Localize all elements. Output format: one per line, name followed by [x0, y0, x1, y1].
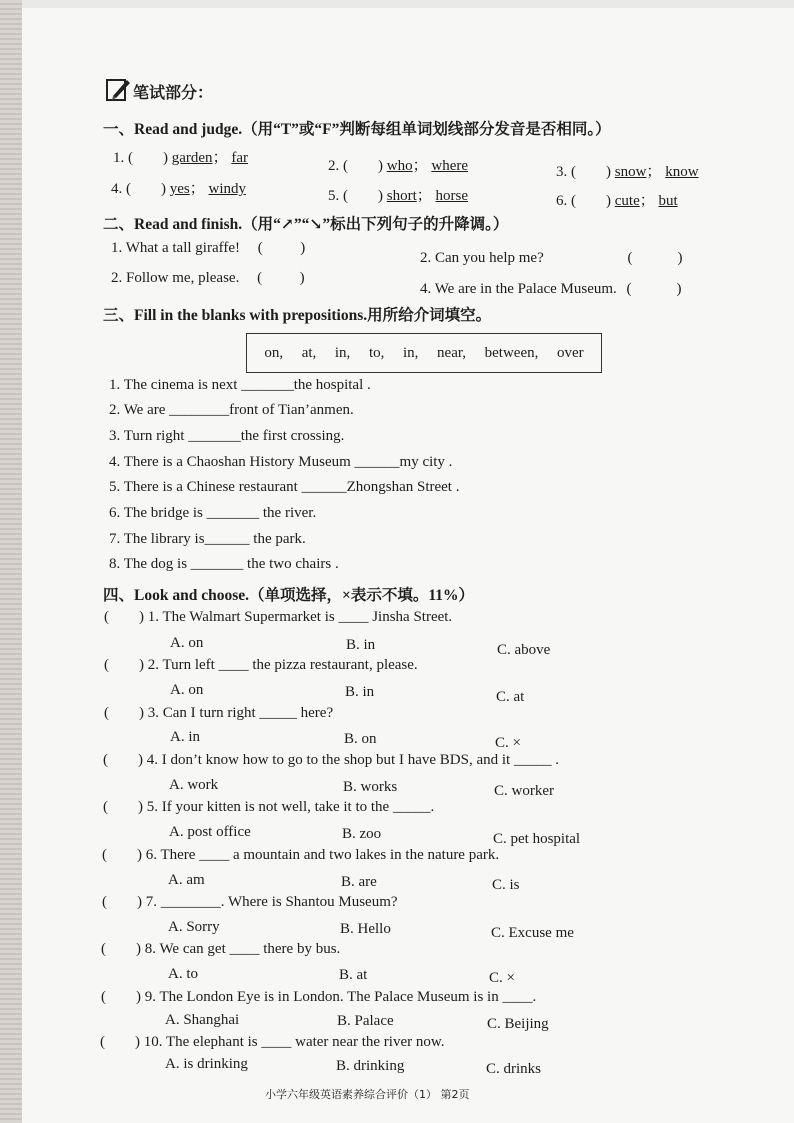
- mc-option-a: A. on: [170, 682, 204, 698]
- separator: ；: [639, 193, 655, 209]
- item-number: 2.: [328, 158, 340, 174]
- question-text: 7. ________. Where is Shantou Museum?: [145, 894, 398, 910]
- mc-option-b: B. in: [346, 637, 376, 653]
- question-text: 6. There ____ a mountain and two lakes in the nature park.: [145, 847, 500, 863]
- answer-paren: ( ): [571, 164, 611, 180]
- mc-option-a: A. am: [168, 872, 205, 888]
- mc-option-a: A. to: [168, 966, 198, 982]
- mc-question-1: [104, 609, 452, 626]
- section4-heading: 四、Look and choose.（单项选择，×表示不填。11%）: [103, 587, 474, 604]
- answer-paren: ( ): [101, 941, 141, 957]
- word-2: far: [231, 150, 248, 166]
- word-2: but: [658, 193, 678, 209]
- mc-option-b: B. Hello: [340, 921, 391, 937]
- mc-question-3: [104, 705, 333, 722]
- fill-item-7: 7. The library is______ the park.: [109, 531, 306, 547]
- fill-item-6: 6. The bridge is _______ the river.: [109, 505, 317, 521]
- word-1: snow: [614, 164, 647, 180]
- word-bank-item: at,: [301, 344, 317, 361]
- mc-option-a: A. Shanghai: [165, 1012, 240, 1028]
- word-1: who: [386, 158, 413, 174]
- sentence: 2. Follow me, please.: [111, 270, 240, 286]
- mc-question-10: [100, 1034, 444, 1051]
- mc-option-b: B. drinking: [336, 1058, 405, 1074]
- answer-paren: ( ): [104, 657, 144, 673]
- word-bank-item: over: [556, 344, 584, 361]
- answer-paren: ( ): [102, 894, 142, 910]
- question-text: 4. I don’t know how to go to the shop but I have BDS, and it _____ .: [146, 752, 559, 768]
- mc-option-b: B. Palace: [337, 1013, 394, 1029]
- mc-option-b: B. at: [339, 967, 368, 983]
- mc-option-c: C. Excuse me: [491, 925, 574, 941]
- mc-option-c: C. drinks: [486, 1061, 542, 1077]
- section1-heading: 一、Read and judge.（用“T”或“F”判断每组单词划线部分发音是否相同。）: [103, 121, 611, 138]
- judge-item-4: [111, 177, 246, 198]
- question-text: 1. The Walmart Supermarket is ____ Jinsha Street.: [147, 609, 453, 625]
- mc-option-b: B. works: [343, 779, 398, 795]
- answer-paren: ( ): [626, 281, 682, 297]
- answer-paren: ( ): [103, 799, 143, 815]
- mc-option-a: A. on: [170, 635, 204, 651]
- answer-paren: ( ): [257, 240, 306, 256]
- answer-paren: ( ): [104, 609, 144, 625]
- sentence: 2. Can you help me?: [420, 250, 544, 266]
- intonation-item-1: [111, 240, 305, 257]
- mc-option-b: B. on: [344, 731, 377, 747]
- word-2: where: [431, 158, 469, 174]
- item-number: 4.: [111, 181, 123, 197]
- answer-paren: ( ): [100, 1034, 140, 1050]
- mc-option-b: B. are: [341, 874, 377, 890]
- question-text: 9. The London Eye is in London. The Palace Museum is in ____.: [144, 989, 537, 1005]
- mc-option-a: A. post office: [169, 824, 251, 840]
- item-number: 6.: [556, 193, 568, 209]
- binding-edge: [0, 0, 22, 1123]
- answer-paren: ( ): [102, 847, 142, 863]
- separator: ；: [646, 164, 662, 180]
- judge-item-1: [113, 146, 248, 167]
- item-number: 5.: [328, 188, 340, 204]
- mc-option-a: A. work: [169, 777, 219, 793]
- mc-option-b: B. zoo: [342, 826, 382, 842]
- mc-option-c: C. is: [492, 877, 520, 893]
- mc-option-c: C. Beijing: [487, 1016, 549, 1032]
- intonation-item-2: [420, 250, 682, 267]
- mc-option-c: C. worker: [494, 783, 554, 799]
- mc-question-7: [102, 894, 398, 911]
- answer-paren: ( ): [101, 989, 141, 1005]
- question-text: 2. Turn left ____ the pizza restaurant, please.: [147, 657, 418, 673]
- intonation-item-4: [420, 281, 682, 298]
- sentence: 1. What a tall giraffe!: [111, 240, 240, 256]
- word-bank-item: on,: [264, 344, 284, 361]
- mc-option-b: B. in: [345, 684, 375, 700]
- judge-item-6: [556, 189, 678, 210]
- word-1: garden: [171, 150, 213, 166]
- word-1: short: [386, 188, 417, 204]
- fill-item-4: 4. There is a Chaoshan History Museum ______my city .: [109, 454, 453, 470]
- fill-item-5: 5. There is a Chinese restaurant ______Zhongshan Street .: [109, 479, 460, 495]
- fill-item-2: 2. We are ________front of Tian’anmen.: [109, 402, 354, 418]
- word-1: cute: [614, 193, 640, 209]
- item-number: 1.: [113, 150, 125, 166]
- separator: ；: [189, 181, 205, 197]
- answer-paren: ( ): [343, 188, 383, 204]
- judge-item-2: [328, 154, 468, 175]
- mc-option-a: A. Sorry: [168, 919, 220, 935]
- separator: ；: [416, 188, 432, 204]
- question-text: 8. We can get ____ there by bus.: [144, 941, 341, 957]
- mc-option-c: C. at: [496, 689, 525, 705]
- mc-question-8: [101, 941, 340, 958]
- question-text: 10. The elephant is ____ water near the river now.: [143, 1034, 445, 1050]
- separator: ；: [412, 158, 428, 174]
- item-number: 3.: [556, 164, 568, 180]
- judge-item-5: [328, 184, 468, 205]
- word-bank-item: near,: [437, 344, 466, 361]
- page-title: 笔试部分：: [133, 83, 214, 102]
- question-text: 5. If your kitten is not well, take it to the _____.: [146, 799, 435, 815]
- mc-option-c: C. above: [497, 642, 551, 658]
- answer-paren: ( ): [104, 705, 144, 721]
- section3-heading: 三、Fill in the blanks with prepositions.用所给介词填空。: [103, 307, 492, 324]
- answer-paren: ( ): [103, 752, 143, 768]
- word-bank-item: in,: [402, 344, 419, 361]
- mc-question-2: [104, 657, 418, 674]
- word-bank-item: to,: [368, 344, 385, 361]
- word-bank-item: in,: [334, 344, 351, 361]
- mc-question-4: [103, 752, 559, 769]
- word-bank-item: between,: [484, 344, 539, 361]
- word-1: yes: [169, 181, 190, 197]
- word-2: know: [665, 164, 699, 180]
- section2-heading: 二、Read and finish.（用“↗”“↘”标出下列句子的升降调。）: [103, 216, 509, 233]
- mc-option-c: C. ×: [489, 970, 515, 986]
- fill-item-1: 1. The cinema is next _______the hospital .: [109, 377, 371, 393]
- answer-paren: ( ): [343, 158, 383, 174]
- answer-paren: ( ): [571, 193, 611, 209]
- judge-item-3: [556, 160, 699, 181]
- mc-option-c: C. pet hospital: [493, 831, 581, 847]
- fill-item-8: 8. The dog is _______ the two chairs .: [109, 556, 339, 572]
- answer-paren: ( ): [126, 181, 166, 197]
- separator: ；: [212, 150, 228, 166]
- mc-option-c: C. ×: [495, 735, 521, 751]
- intonation-item-3: [111, 270, 305, 287]
- mc-option-a: A. in: [170, 729, 200, 745]
- mc-question-9: [101, 989, 536, 1006]
- page-footer: 小学六年级英语素养综合评价（1） 第2页: [265, 1088, 470, 1101]
- word-bank: [246, 333, 602, 373]
- word-2: horse: [435, 188, 469, 204]
- answer-paren: ( ): [257, 270, 305, 286]
- mc-question-5: [103, 799, 434, 816]
- fill-item-3: 3. Turn right _______the first crossing.: [109, 428, 345, 444]
- answer-paren: ( ): [128, 150, 168, 166]
- pencil-icon: [105, 76, 131, 102]
- sentence: 4. We are in the Palace Museum.: [420, 281, 617, 297]
- question-text: 3. Can I turn right _____ here?: [147, 705, 334, 721]
- mc-option-a: A. is drinking: [165, 1056, 248, 1072]
- answer-paren: ( ): [627, 250, 683, 266]
- word-2: windy: [208, 181, 247, 197]
- mc-question-6: [102, 847, 499, 864]
